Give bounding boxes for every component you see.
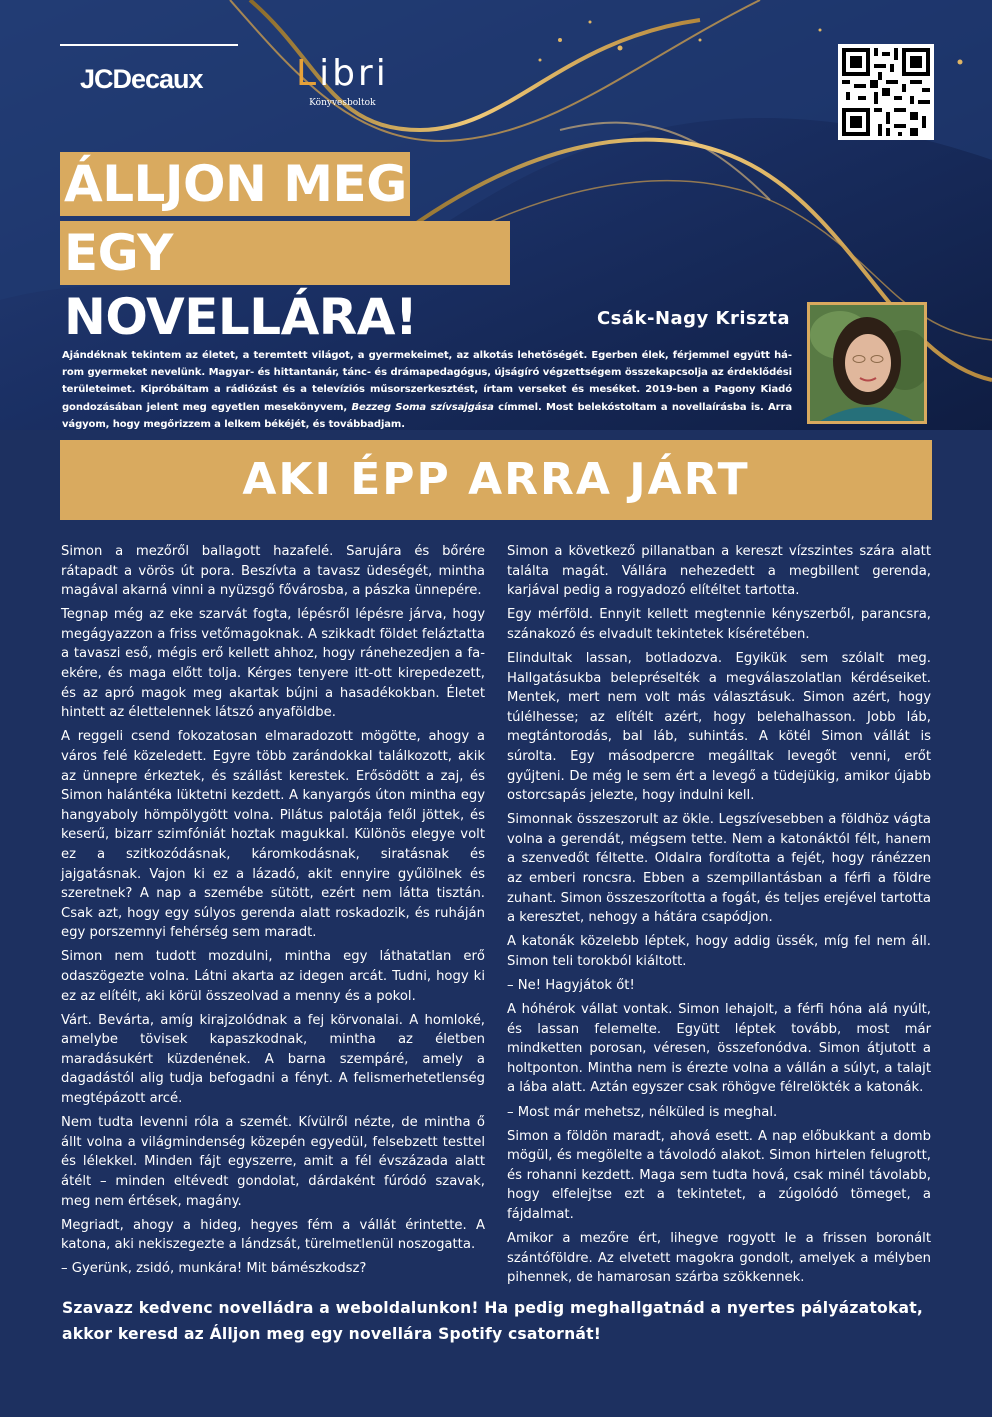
- story-paragraph: Simon nem tudott mozdulni, mintha egy láthatatlan erő odaszögezte volna. Látni akarta az idegen arcát. Tudni, hogy ki ez az elítélt, aki körül összeolvad a menny és a pokol.: [61, 949, 485, 1004]
- bio-text: Ajándéknak tekintem az életet, a teremtett világot, a gyermekeimet, az alkotás lehetőségét. Egerben élek, férjemmel együtt három gyermeket nevelünk. Magyar- és hittantanár, tánc- és drámapedagógus, újságíró végzettségem összekapcsolja az érdeklődési területeimet. Kipróbáltam a rádiózást és a televíziós műsorszerkesztést, írtam verseket és meséket. 2019-ben a Pagony Kiadó gondozásában jelent meg egyetlen mesekönyvem,: [62, 350, 792, 413]
- qr-code[interactable]: [838, 44, 934, 140]
- story-column-left: [61, 542, 485, 1283]
- story-paragraph: Amikor a mezőre ért, lihegve rogyott le a frissen boronált szántóföldre. Az elvetett magokra gondolt, amelyek a mélyben pihennek, de hamarosan szárba szökkennek.: [507, 1231, 931, 1286]
- libri-rest: ibri: [319, 53, 389, 94]
- author-bio: [62, 347, 792, 433]
- story-paragraph: – Most már mehetsz, nélküled is meghal.: [507, 1104, 778, 1120]
- cta-line-1: Szavazz kedvenc novelládra a weboldalunkon! Ha pedig meghallgatnád a nyertes pályázatokat,: [62, 1299, 924, 1317]
- story-paragraph: Simon a földön maradt, ahová esett. A nap előbukkant a domb mögül, és megölelte a távolodó alakot. Simon hirtelen felugrott, és rohanni kezdett. Maga sem tudta hová, csak minél távolabb, hogy elfelejtse ezt a tekintetet, a zúgolódó tömeget, a fájdalmat.: [507, 1128, 931, 1222]
- story-title-bar: [60, 440, 932, 520]
- jcdecaux-logo: JCDecaux: [60, 44, 238, 95]
- libri-l: L: [296, 53, 320, 94]
- libri-logo: [296, 44, 389, 108]
- author-name: Csák-Nagy Kriszta: [596, 308, 790, 329]
- story-paragraph: A reggeli csend fokozatosan elmaradozott mögötte, ahogy a város felé közeledett. Egyre több zarándokkal találkozott, akik az ünnepre érkeztek, és szállást kerestek. Erősödött a zaj, és Simon halántéka lüktetni kezdett. A kanyargós úton mintha egy hangyaboly hömpölygött volna. Pilátus palotája felől jöttek, és keserű, bizarr szimfóniát hoztak magukkal. Különös elegye volt ez a szitkozódásnak, káromkodásnak, siratásnak és jajgatásnak. Vajon ki ez a lázadó, akit ennyire gyűlölnek és szeretnek? A nap a szemébe sütött, ezért nem látta tisztán. Csak azt, hogy egy súlyos gerenda alatt roskadozik, és ruháján egy porszemnyi fehérség sem maradt.: [61, 729, 485, 941]
- headline-line-1: ÁLLJON MEG: [60, 152, 410, 216]
- story-column-right: [507, 542, 931, 1292]
- qr-code-icon: [838, 44, 934, 140]
- libri-wordmark: [296, 53, 389, 94]
- story-paragraph: A katonák közelebb léptek, hogy addig üssék, míg fel nem áll. Simon teli torokból kiáltott.: [507, 934, 931, 969]
- story-paragraph: Megriadt, ahogy a hideg, hegyes fém a vállát érintette. A katona, aki nekiszegezte a lándzsát, türelmetlenül noszogatta.: [61, 1217, 485, 1253]
- headline-line-2: EGY NOVELLÁRA!: [60, 221, 510, 285]
- story-paragraph: – Ne! Hagyjátok őt!: [507, 977, 635, 993]
- story-paragraph: Simon a mezőről ballagott hazafelé. Sarujára és bőrére rátapadt a vörös út pora. Beszívta a tavasz üdeségét, mintha magával akarná vinni a nyüzsgő fővárosba, a pászka ünnepére.: [61, 544, 485, 599]
- story-paragraph: – Gyerünk, zsidó, munkára! Mit bámészkodsz?: [61, 1261, 367, 1277]
- story-paragraph: Várt. Bevárta, amíg kirajzolódnak a fej körvonalai. A homloké, amelybe tövisek kapaszkodnak, mintha az életben maradásukért küzdenének. A barna szempáré, amely a dagadástól alig tudja befogadni a fényt. A felismerhetetlenség megtépázott arcé.: [61, 1012, 485, 1107]
- libri-subtitle: Könyvesboltok: [309, 98, 376, 108]
- story-paragraph: Egy mérföld. Ennyit kellett megtennie kényszerből, parancsra, szánakozó és elvadult tekintetek kíséretében.: [507, 607, 931, 642]
- call-to-action: [62, 1295, 942, 1347]
- story-paragraph: Simon a következő pillanatban a kereszt vízszintes szára alatt találta magát. Vállára nehezedett a megbillent gerenda, karjával pedig a rogyadozó elítéltet tartotta.: [507, 544, 931, 599]
- book-title: Bezzeg Soma szívsajgása: [351, 401, 494, 413]
- logo-row: [60, 44, 389, 108]
- story-paragraph: Tegnap még az eke szarvát fogta, lépésről lépésre járva, hogy megágyazzon a friss vetőmagoknak. A szikkadt földet feláztatta a tavaszi eső, mégis erő kellett ahhoz, hogy ránehezedjen a faekére, és maga előtt tolja. Kérges tenyere itt-ott kirepedezett, és az apró magok meg akartak bújni a hasadékokban. Életet hintett az élettelennek látszó anyaföldbe.: [61, 607, 485, 721]
- portrait-image: [810, 305, 924, 421]
- bio-text-end: címmel. Most belekóstoltam a novellaírásba is. Arra vágyom, hogy megőrizzem a lelkem békéjét, és továbbadjam.: [62, 401, 792, 430]
- story-paragraph: Nem tudta levenni róla a szemét. Kívülről nézte, de mintha ő állt volna a világmindenség közepén egyedül, felsebzett testtel és lélekkel. Minden fájt egyszerre, amit a fél évszázada alatt átélt – minden eltévedt gondolat, dárdaként fúródó szavak, meg nem értések, magány.: [61, 1115, 485, 1209]
- story-paragraph: Simonnak összeszorult az ökle. Legszívesebben a földhöz vágta volna a gerendát, mégsem tette. Nem a katonáktól félt, hanem a szenvedőt féltette. Oldalra fordította a fejét, hogy ránézzen az emberi roncsra. Ebben a szempillantásban a férfi a földre zuhant. Simon összeszorította a fogát, és teljes erejével tartotta a keresztet, nehogy a hátára csapódjon.: [507, 812, 931, 926]
- author-photo: [807, 302, 927, 424]
- story-paragraph: A hóhérok vállat vontak. Simon lehajolt, a férfi hóna alá nyúlt, és lassan felemelte. Együtt léptek tovább, most már mindketten porosan, véresen, összefonódva. Simon átjutott a holtponton. Mintha nem is érezte volna a vállán a súlyt, a talajt a lába alatt. Aztán egyszer csak röhögve félrelökték a katonák.: [507, 1002, 931, 1096]
- story-paragraph: Elindultak lassan, botladozva. Egyikük sem szólalt meg. Hallgatásukba belepréselték a megválaszolatlan kérdéseiket. Mentek, mert nem volt más választásuk. Simon azért, hogy túlélhesse; az elítélt azért, hogy belehalhasson. Jobb láb, megtántorodás, bal láb, suhintás. A kötél Simon vállát is súrolta. Egy másodpercre megálltak levegőt venni, erőt gyűjteni. De még le sem ért a levegő a tüdejükig, amikor újabb ostorcsapás jelezte, hogy indulni kell.: [507, 650, 931, 804]
- story-title: AKI ÉPP ARRA JÁRT: [242, 454, 750, 505]
- cta-line-2: akkor keresd az Álljon meg egy novellára Spotify csatornát!: [62, 1325, 602, 1343]
